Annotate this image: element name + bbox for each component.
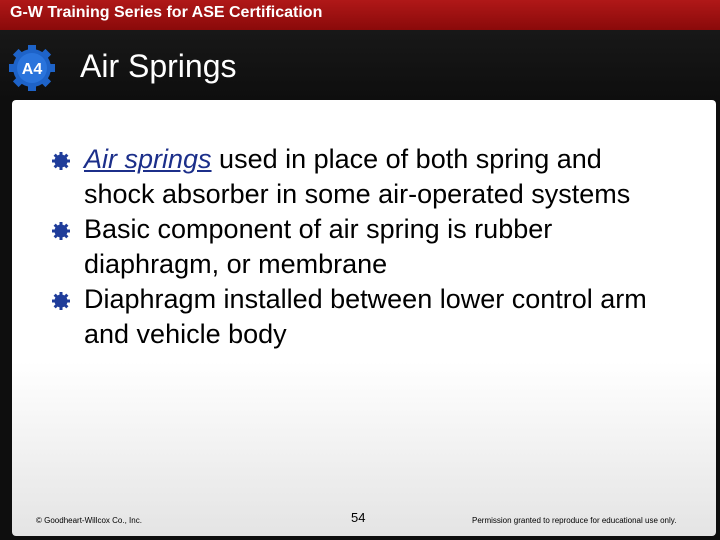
bullet-item [52, 282, 672, 352]
page-number: 54 [351, 510, 366, 525]
bullet-term: Air springs [84, 144, 212, 174]
slide-title: Air Springs [80, 48, 237, 84]
badge-label: A4 [21, 61, 43, 78]
bullet-text: used in place of both spring and shock absorber in some air-operated systems [84, 144, 631, 209]
bullet-gear-icon [52, 292, 70, 310]
bullet-text: Diaphragm installed between lower control arm and vehicle body [84, 284, 647, 349]
bullet-gear-icon [52, 222, 70, 240]
bullet-list [52, 142, 672, 352]
series-title: G-W Training Series for ASE Certification [10, 4, 323, 21]
bullet-gear-icon [52, 152, 70, 170]
footer-permission: Permission granted to reproduce for educational use only. [472, 516, 677, 525]
a4-gear-badge-icon [8, 44, 56, 92]
bullet-item [52, 142, 672, 212]
bullet-item [52, 212, 672, 282]
bullet-text: Basic component of air spring is rubber diaphragm, or membrane [84, 214, 553, 279]
header-bar [0, 0, 720, 30]
footer-copyright: © Goodheart-Willcox Co., Inc. [36, 516, 142, 525]
